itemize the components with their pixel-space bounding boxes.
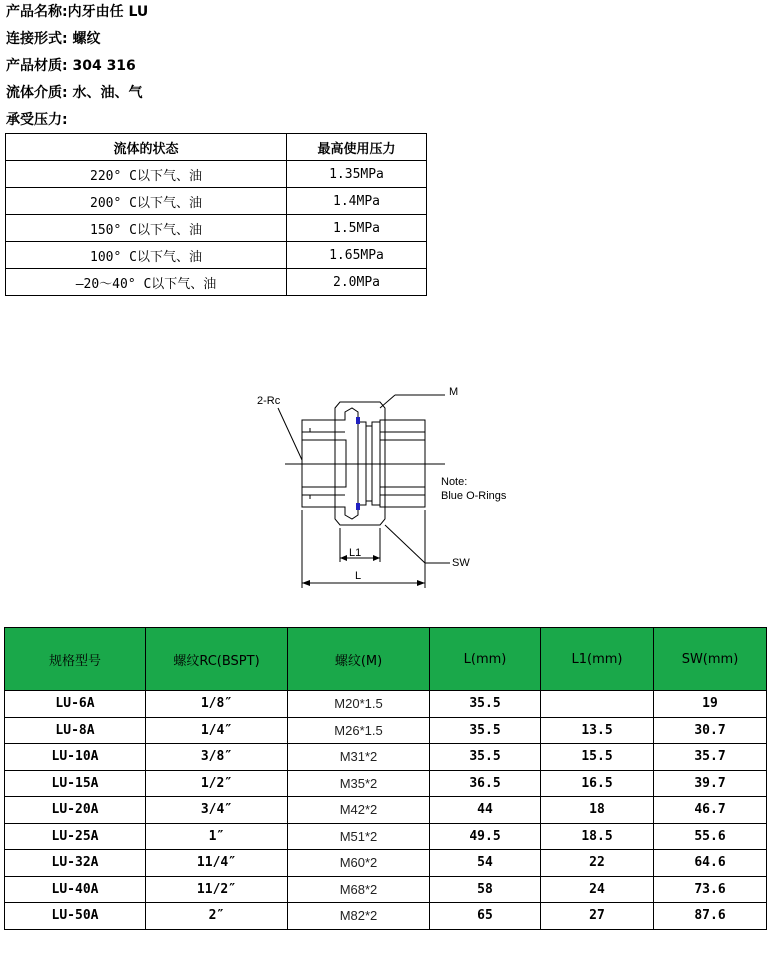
- l-cell: 58: [430, 876, 541, 903]
- label-note: Note:: [441, 476, 468, 488]
- sw-cell: 73.6: [654, 876, 767, 903]
- sw-cell: 39.7: [654, 770, 767, 797]
- l1-cell: 22: [541, 850, 654, 877]
- thread-m-cell: M82*2: [288, 903, 430, 930]
- pressure-row: [6, 188, 427, 215]
- thread-rc-cell: 1/2″: [146, 770, 288, 797]
- spec-table-header: [5, 628, 767, 691]
- max-pressure-cell: 1.4MPa: [287, 188, 427, 215]
- header-l: L(mm): [430, 628, 541, 691]
- thread-m-cell: M60*2: [288, 850, 430, 877]
- model-cell: LU-8A: [5, 717, 146, 744]
- header-l1: L1(mm): [541, 628, 654, 691]
- spec-row: [5, 903, 767, 930]
- header-model: 规格型号: [5, 628, 146, 691]
- pressure-table-header: [6, 134, 427, 161]
- o-ring-bottom: [356, 503, 360, 510]
- fluid-state-cell: 220° C以下气、油: [6, 161, 287, 188]
- l1-cell: 18: [541, 797, 654, 824]
- union-diagram: [240, 380, 540, 595]
- l1-cell: 18.5: [541, 823, 654, 850]
- header-fluid-state: 流体的状态: [6, 134, 287, 161]
- connection-type: 连接形式: 螺纹: [6, 31, 101, 47]
- l-cell: 44: [430, 797, 541, 824]
- thread-m-cell: M26*1.5: [288, 717, 430, 744]
- spec-row: [5, 797, 767, 824]
- model-cell: LU-25A: [5, 823, 146, 850]
- sw-cell: 46.7: [654, 797, 767, 824]
- max-pressure-cell: 1.35MPa: [287, 161, 427, 188]
- sw-cell: 55.6: [654, 823, 767, 850]
- fluid-state-cell: 200° C以下气、油: [6, 188, 287, 215]
- thread-m-cell: M68*2: [288, 876, 430, 903]
- label-l: L: [355, 570, 362, 582]
- l-cell: 49.5: [430, 823, 541, 850]
- fluid-medium: 流体介质: 水、油、气: [6, 85, 143, 101]
- model-cell: LU-6A: [5, 691, 146, 718]
- l1-cell: 15.5: [541, 744, 654, 771]
- spec-row: [5, 744, 767, 771]
- l-cell: 36.5: [430, 770, 541, 797]
- max-pressure-cell: 1.65MPa: [287, 242, 427, 269]
- o-ring-top: [356, 417, 360, 424]
- thread-rc-cell: 2″: [146, 903, 288, 930]
- spec-row: [5, 770, 767, 797]
- header-thread-m: 螺纹(M): [288, 628, 430, 691]
- pressure-label: 承受压力:: [6, 112, 68, 128]
- model-cell: LU-40A: [5, 876, 146, 903]
- product-material: 产品材质: 304 316: [6, 58, 136, 74]
- l1-cell: 27: [541, 903, 654, 930]
- thread-rc-cell: 11/4″: [146, 850, 288, 877]
- label-sw: SW: [452, 557, 470, 569]
- model-cell: LU-15A: [5, 770, 146, 797]
- sw-cell: 35.7: [654, 744, 767, 771]
- thread-rc-cell: 1/8″: [146, 691, 288, 718]
- header-thread-rc: 螺纹RC(BSPT): [146, 628, 288, 691]
- spec-table: [4, 627, 767, 930]
- spec-row: [5, 691, 767, 718]
- thread-m-cell: M42*2: [288, 797, 430, 824]
- sw-cell: 30.7: [654, 717, 767, 744]
- label-l1: L1: [349, 547, 362, 559]
- product-name: 产品名称:内牙由任 LU: [6, 4, 149, 20]
- max-pressure-cell: 1.5MPa: [287, 215, 427, 242]
- header-max-pressure: 最高使用压力: [287, 134, 427, 161]
- l-cell: 35.5: [430, 717, 541, 744]
- sw-cell: 87.6: [654, 903, 767, 930]
- thread-rc-cell: 3/4″: [146, 797, 288, 824]
- pressure-table: [5, 133, 427, 296]
- thread-m-cell: M31*2: [288, 744, 430, 771]
- model-cell: LU-10A: [5, 744, 146, 771]
- l-cell: 35.5: [430, 744, 541, 771]
- thread-m-cell: M35*2: [288, 770, 430, 797]
- l-cell: 65: [430, 903, 541, 930]
- thread-m-cell: M20*1.5: [288, 691, 430, 718]
- label-blue-orings: Blue O-Rings: [441, 490, 507, 502]
- thread-rc-cell: 11/2″: [146, 876, 288, 903]
- spec-row: [5, 850, 767, 877]
- l-cell: 35.5: [430, 691, 541, 718]
- l1-cell: 24: [541, 876, 654, 903]
- thread-rc-cell: 1/4″: [146, 717, 288, 744]
- fluid-state-cell: 100° C以下气、油: [6, 242, 287, 269]
- max-pressure-cell: 2.0MPa: [287, 269, 427, 296]
- spec-row: [5, 823, 767, 850]
- sw-cell: 64.6: [654, 850, 767, 877]
- pressure-row: [6, 161, 427, 188]
- pressure-row: [6, 215, 427, 242]
- l-cell: 54: [430, 850, 541, 877]
- model-cell: LU-50A: [5, 903, 146, 930]
- fluid-state-cell: —20～40° C以下气、油: [6, 269, 287, 296]
- thread-rc-cell: 3/8″: [146, 744, 288, 771]
- label-rc: 2-Rc: [257, 395, 281, 407]
- fluid-state-cell: 150° C以下气、油: [6, 215, 287, 242]
- model-cell: LU-20A: [5, 797, 146, 824]
- sw-cell: 19: [654, 691, 767, 718]
- l1-cell: 13.5: [541, 717, 654, 744]
- spec-row: [5, 876, 767, 903]
- model-cell: LU-32A: [5, 850, 146, 877]
- pressure-row: [6, 242, 427, 269]
- thread-m-cell: M51*2: [288, 823, 430, 850]
- l1-cell: 16.5: [541, 770, 654, 797]
- label-m: M: [449, 386, 459, 398]
- header-sw: SW(mm): [654, 628, 767, 691]
- pressure-row: [6, 269, 427, 296]
- thread-rc-cell: 1″: [146, 823, 288, 850]
- spec-row: [5, 717, 767, 744]
- l1-cell: [541, 691, 654, 718]
